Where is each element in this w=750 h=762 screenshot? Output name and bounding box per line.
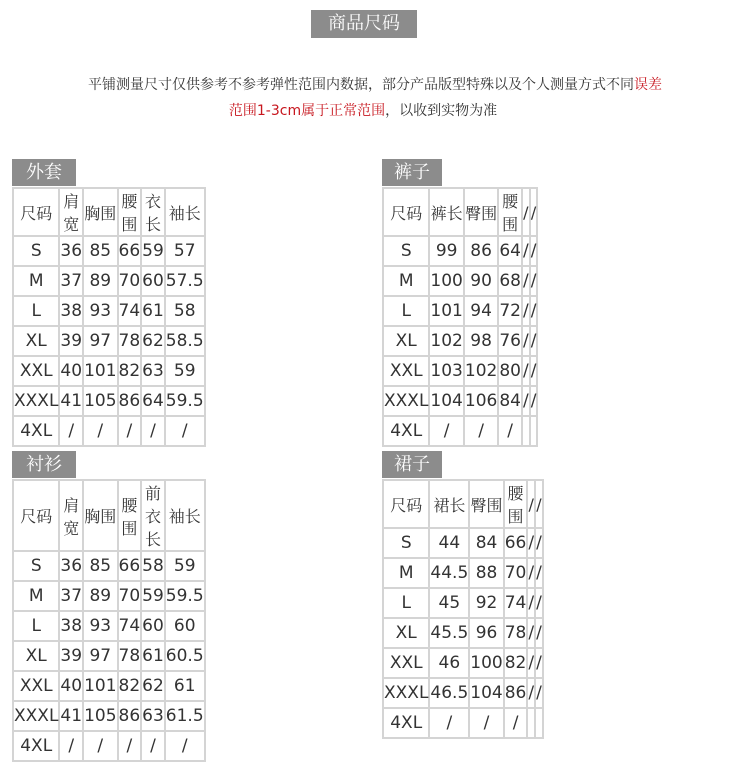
table-cell: / xyxy=(531,267,537,295)
header-cell: 肩宽 xyxy=(60,481,82,550)
table-cell: / xyxy=(523,327,529,355)
table-cell: 59 xyxy=(166,552,204,580)
table-cell: XXXL xyxy=(14,387,58,415)
table-cell: 100 xyxy=(470,649,502,677)
header-cell: 腰围 xyxy=(119,481,141,550)
table-cell: 92 xyxy=(470,589,502,617)
table-cell: 86 xyxy=(505,679,527,707)
table-row xyxy=(384,417,536,445)
table-cell: / xyxy=(499,417,521,445)
size-grid xyxy=(12,187,206,447)
table-cell: 4XL xyxy=(384,709,428,737)
table-row xyxy=(14,732,204,760)
table-cell: / xyxy=(166,417,204,445)
size-grid xyxy=(12,479,206,762)
table-cell: 59.5 xyxy=(166,387,204,415)
table-cell: 90 xyxy=(465,267,497,295)
table-row xyxy=(384,327,536,355)
table-cell: S xyxy=(384,529,428,557)
table-cell: 60 xyxy=(142,612,164,640)
table-cell xyxy=(528,709,534,737)
header-cell: 尺码 xyxy=(14,481,58,550)
table-row xyxy=(384,709,542,737)
table-cell: 37 xyxy=(60,267,82,295)
table-cell: S xyxy=(384,237,428,265)
table-row xyxy=(14,357,204,385)
table-cell: 59 xyxy=(166,357,204,385)
table-cell: / xyxy=(536,619,542,647)
table-cell: 68 xyxy=(499,267,521,295)
table-row xyxy=(384,237,536,265)
header-cell: 衣长 xyxy=(142,189,164,235)
table-cell: 78 xyxy=(119,642,141,670)
table-cell: / xyxy=(531,387,537,415)
table-cell: 86 xyxy=(119,702,141,730)
table-cell: 59.5 xyxy=(166,582,204,610)
table-cell: 61 xyxy=(142,297,164,325)
table-row xyxy=(14,387,204,415)
table-cell: M xyxy=(384,267,428,295)
table-cell: / xyxy=(60,732,82,760)
table-cell: 103 xyxy=(430,357,462,385)
table-cell: 63 xyxy=(142,357,164,385)
table-cell: 59 xyxy=(142,237,164,265)
table-title: 裙子 xyxy=(382,451,442,478)
table-cell: 36 xyxy=(60,552,82,580)
table-cell: / xyxy=(84,417,116,445)
table-cell: 85 xyxy=(84,552,116,580)
table-cell: 89 xyxy=(84,267,116,295)
table-row xyxy=(384,267,536,295)
table-row xyxy=(384,649,542,677)
table-cell: L xyxy=(384,589,428,617)
table-cell: / xyxy=(531,297,537,325)
table-row xyxy=(14,642,204,670)
table-cell: 40 xyxy=(60,672,82,700)
table-cell: 62 xyxy=(142,327,164,355)
table-cell: / xyxy=(505,709,527,737)
table-cell: 70 xyxy=(505,559,527,587)
header-cell: 臀围 xyxy=(470,481,502,527)
table-cell: 40 xyxy=(60,357,82,385)
table-cell: 63 xyxy=(142,702,164,730)
header-cell: 裙长 xyxy=(430,481,468,527)
table-cell: 41 xyxy=(60,387,82,415)
header-cell: 胸围 xyxy=(84,481,116,550)
table-cell: M xyxy=(14,267,58,295)
table-cell: 66 xyxy=(119,237,141,265)
table-title: 衬衫 xyxy=(12,451,76,478)
table-cell: XXXL xyxy=(384,387,428,415)
table-cell: / xyxy=(119,732,141,760)
header-cell: 腰围 xyxy=(119,189,141,235)
table-cell: 4XL xyxy=(384,417,428,445)
header-cell: / xyxy=(528,481,534,527)
table-cell: 57 xyxy=(166,237,204,265)
table-cell: 38 xyxy=(60,297,82,325)
header-cell: 前衣长 xyxy=(142,481,164,550)
table-row xyxy=(384,387,536,415)
table-cell: 61 xyxy=(166,672,204,700)
table-cell: / xyxy=(536,679,542,707)
table-row xyxy=(14,672,204,700)
table-cell: XXL xyxy=(14,357,58,385)
table-row xyxy=(384,679,542,707)
table-cell: 86 xyxy=(465,237,497,265)
header-cell: 腰围 xyxy=(505,481,527,527)
table-cell: / xyxy=(523,267,529,295)
table-cell: 44 xyxy=(430,529,468,557)
table-cell: M xyxy=(384,559,428,587)
table-cell: 98 xyxy=(465,327,497,355)
header-cell: 腰围 xyxy=(499,189,521,235)
table-row xyxy=(14,267,204,295)
table-cell: XL xyxy=(14,642,58,670)
table-cell: 105 xyxy=(84,387,116,415)
header-cell: 袖长 xyxy=(166,189,204,235)
table-cell: / xyxy=(523,387,529,415)
header-cell: 尺码 xyxy=(384,481,428,527)
table-cell: / xyxy=(465,417,497,445)
header-cell: 尺码 xyxy=(384,189,428,235)
table-cell: 4XL xyxy=(14,417,58,445)
table-cell: 61.5 xyxy=(166,702,204,730)
table-cell: 82 xyxy=(505,649,527,677)
table-cell: 62 xyxy=(142,672,164,700)
table-cell: / xyxy=(119,417,141,445)
table-row xyxy=(14,612,204,640)
table-cell: 41 xyxy=(60,702,82,730)
table-cell: 78 xyxy=(119,327,141,355)
table-cell: 106 xyxy=(465,387,497,415)
size-grid xyxy=(382,479,544,739)
table-cell: 70 xyxy=(119,582,141,610)
table-cell: / xyxy=(142,732,164,760)
table-cell: 78 xyxy=(505,619,527,647)
table-cell: / xyxy=(531,327,537,355)
table-cell: 74 xyxy=(505,589,527,617)
table-cell: L xyxy=(14,612,58,640)
header-cell: / xyxy=(523,189,529,235)
table-cell: 99 xyxy=(430,237,462,265)
table-cell: / xyxy=(536,529,542,557)
table-cell: 58 xyxy=(142,552,164,580)
table-cell: 74 xyxy=(119,612,141,640)
table-cell: 36 xyxy=(60,237,82,265)
table-cell: XXXL xyxy=(14,702,58,730)
table-cell: 64 xyxy=(142,387,164,415)
table-cell: XL xyxy=(14,327,58,355)
table-cell: 97 xyxy=(84,327,116,355)
table-cell: 70 xyxy=(119,267,141,295)
notice-text: ，以收到实物为准 xyxy=(385,103,498,119)
table-cell: 38 xyxy=(60,612,82,640)
table-cell: 66 xyxy=(505,529,527,557)
table-cell: 82 xyxy=(119,672,141,700)
header-row xyxy=(384,481,542,527)
header-cell: 臀围 xyxy=(465,189,497,235)
table-cell: 4XL xyxy=(14,732,58,760)
table-row xyxy=(384,559,542,587)
table-row xyxy=(14,552,204,580)
table-cell: 74 xyxy=(119,297,141,325)
notice-line-1 xyxy=(0,74,750,94)
table-cell: XXL xyxy=(384,649,428,677)
table-cell: 93 xyxy=(84,612,116,640)
header-cell: 裤长 xyxy=(430,189,462,235)
table-row xyxy=(384,297,536,325)
table-cell: 39 xyxy=(60,642,82,670)
table-cell: / xyxy=(528,559,534,587)
table-cell: / xyxy=(531,237,537,265)
header-row xyxy=(384,189,536,235)
table-row xyxy=(14,237,204,265)
header-cell: 肩宽 xyxy=(60,189,82,235)
table-cell: S xyxy=(14,552,58,580)
table-cell: 45.5 xyxy=(430,619,468,647)
table-cell: 76 xyxy=(499,327,521,355)
table-cell: 89 xyxy=(84,582,116,610)
table-cell: XXL xyxy=(384,357,428,385)
table-cell: 101 xyxy=(84,357,116,385)
notice-highlight: 误差 xyxy=(634,77,662,93)
table-cell: / xyxy=(142,417,164,445)
header-cell: 胸围 xyxy=(84,189,116,235)
table-cell: 97 xyxy=(84,642,116,670)
table-cell: 46 xyxy=(430,649,468,677)
table-cell: L xyxy=(14,297,58,325)
table-cell: / xyxy=(523,297,529,325)
table-cell: / xyxy=(528,529,534,557)
table-cell: / xyxy=(536,559,542,587)
table-cell: 57.5 xyxy=(166,267,204,295)
notice-text: 平铺测量尺寸仅供参考不参考弹性范围内数据，部分产品版型特殊以及个人测量方式不同 xyxy=(88,77,634,93)
table-cell: 104 xyxy=(470,679,502,707)
table-cell: 85 xyxy=(84,237,116,265)
table-cell: 101 xyxy=(84,672,116,700)
table-cell: / xyxy=(430,417,462,445)
table-cell: 58 xyxy=(166,297,204,325)
table-row xyxy=(384,357,536,385)
table-cell xyxy=(523,417,529,445)
table-cell: 46.5 xyxy=(430,679,468,707)
table-title: 裤子 xyxy=(382,159,442,186)
table-cell: / xyxy=(528,679,534,707)
table-cell: / xyxy=(60,417,82,445)
table-cell: 44.5 xyxy=(430,559,468,587)
table-cell: 58.5 xyxy=(166,327,204,355)
table-cell: / xyxy=(531,357,537,385)
table-cell: / xyxy=(523,237,529,265)
table-cell: / xyxy=(536,589,542,617)
table-cell: / xyxy=(528,589,534,617)
header-cell: / xyxy=(536,481,542,527)
table-cell: 60.5 xyxy=(166,642,204,670)
table-cell: 80 xyxy=(499,357,521,385)
table-row xyxy=(14,417,204,445)
header-cell: 袖长 xyxy=(166,481,204,550)
size-grid xyxy=(382,187,538,447)
notice-line-2 xyxy=(0,100,738,120)
table-cell: XL xyxy=(384,327,428,355)
header-cell: / xyxy=(531,189,537,235)
table-cell: L xyxy=(384,297,428,325)
table-cell: 61 xyxy=(142,642,164,670)
table-cell: / xyxy=(536,649,542,677)
header-cell: 尺码 xyxy=(14,189,58,235)
table-cell: 60 xyxy=(142,267,164,295)
table-cell: 72 xyxy=(499,297,521,325)
header-row xyxy=(14,189,204,235)
table-cell: 102 xyxy=(430,327,462,355)
table-cell: S xyxy=(14,237,58,265)
table-cell: 88 xyxy=(470,559,502,587)
table-cell: XXXL xyxy=(384,679,428,707)
table-cell: / xyxy=(430,709,468,737)
table-cell: 93 xyxy=(84,297,116,325)
page-title: 商品尺码 xyxy=(311,10,417,38)
notice-highlight: 范围1-3cm属于正常范围 xyxy=(228,103,386,119)
table-cell: 96 xyxy=(470,619,502,647)
table-row xyxy=(384,529,542,557)
table-cell: 102 xyxy=(465,357,497,385)
table-row xyxy=(14,327,204,355)
table-cell: 64 xyxy=(499,237,521,265)
table-cell: 94 xyxy=(465,297,497,325)
table-cell: 86 xyxy=(119,387,141,415)
table-cell xyxy=(531,417,537,445)
table-cell: 45 xyxy=(430,589,468,617)
table-cell: XL xyxy=(384,619,428,647)
table-cell xyxy=(536,709,542,737)
header-row xyxy=(14,481,204,550)
table-cell: / xyxy=(528,619,534,647)
table-row xyxy=(384,589,542,617)
table-row xyxy=(14,582,204,610)
table-title: 外套 xyxy=(12,159,76,186)
table-cell: 60 xyxy=(166,612,204,640)
table-cell: 39 xyxy=(60,327,82,355)
table-cell: / xyxy=(470,709,502,737)
table-cell: 105 xyxy=(84,702,116,730)
table-row xyxy=(14,297,204,325)
table-cell: / xyxy=(523,357,529,385)
table-cell: 66 xyxy=(119,552,141,580)
table-cell: 82 xyxy=(119,357,141,385)
table-cell: / xyxy=(166,732,204,760)
table-cell: 84 xyxy=(470,529,502,557)
table-cell: 101 xyxy=(430,297,462,325)
table-cell: / xyxy=(84,732,116,760)
table-row xyxy=(14,702,204,730)
table-cell: 37 xyxy=(60,582,82,610)
table-cell: 59 xyxy=(142,582,164,610)
table-cell: XXL xyxy=(14,672,58,700)
table-cell: 100 xyxy=(430,267,462,295)
table-cell: 104 xyxy=(430,387,462,415)
table-row xyxy=(384,619,542,647)
table-cell: M xyxy=(14,582,58,610)
table-cell: 84 xyxy=(499,387,521,415)
table-cell: / xyxy=(528,649,534,677)
